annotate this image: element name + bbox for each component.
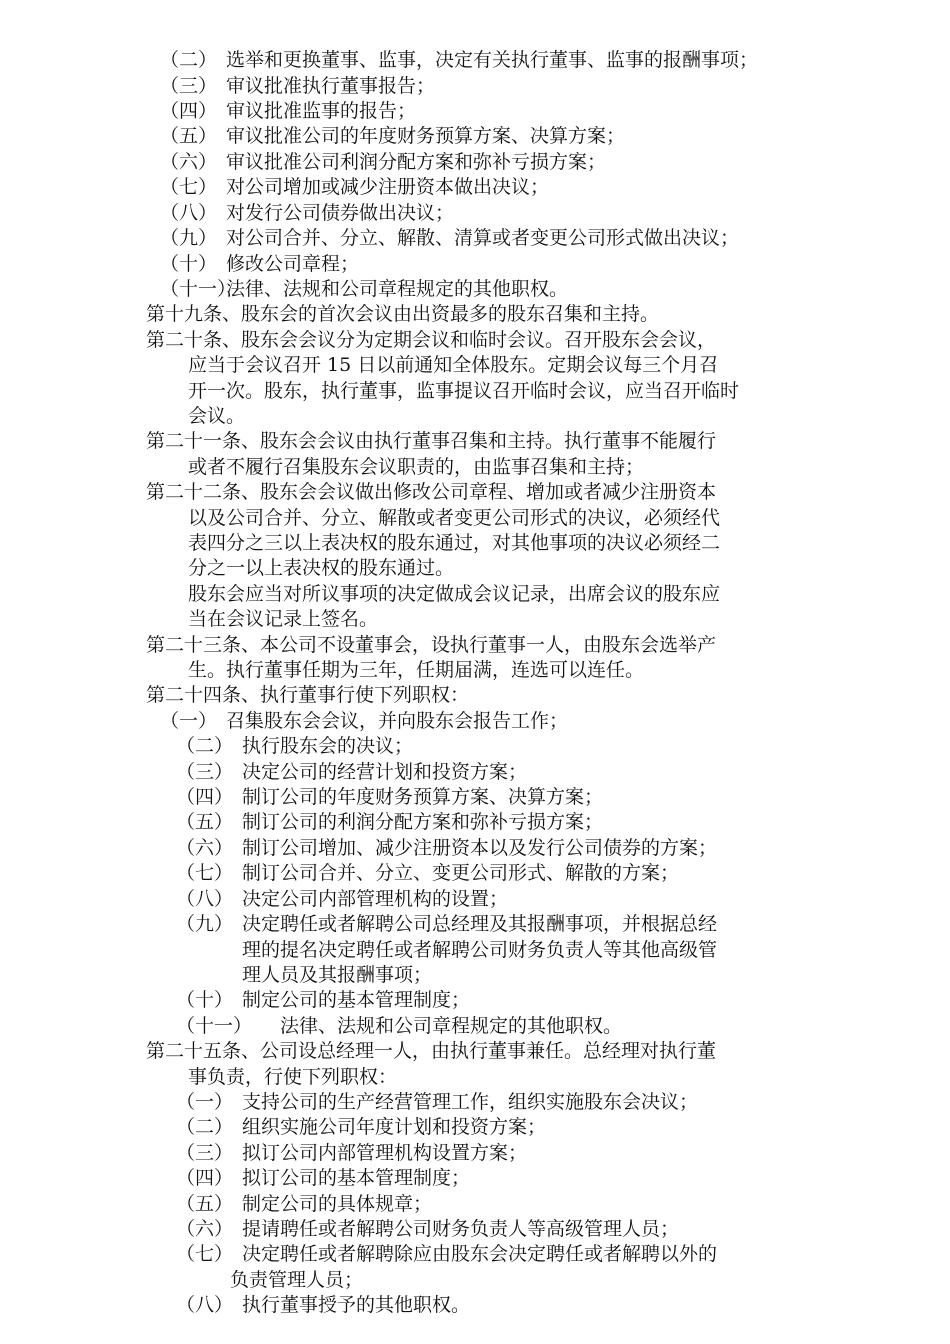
item-text: 修改公司章程； xyxy=(226,253,360,275)
item-text: 审议批准公司的年度财务预算方案、决算方案； xyxy=(226,125,626,147)
item-marker: （七） xyxy=(176,1243,234,1265)
list-item xyxy=(160,48,758,72)
article-22: 第二十二条、股东会会议做出修改公司章程、增加或者减少注册资本 xyxy=(146,481,717,503)
item-marker: （十一） xyxy=(160,278,237,300)
item-marker: （十一） xyxy=(176,1015,253,1037)
item-text: 选举和更换董事、监事，决定有关执行董事、监事的报酬事项； xyxy=(226,49,759,71)
item-text: 制定公司的具体规章； xyxy=(242,1193,433,1215)
item-marker: （五） xyxy=(176,811,234,833)
article-25-cont: 事负责，行使下列职权： xyxy=(188,1066,398,1088)
item-marker: （四） xyxy=(176,786,234,808)
list-item xyxy=(160,74,435,98)
item-text: 审议批准执行董事报告； xyxy=(226,75,436,97)
item-text: 支持公司的生产经营管理工作，组织实施股东会决议； xyxy=(242,1091,699,1113)
list-item xyxy=(176,760,527,784)
list-item xyxy=(176,785,603,809)
list-item xyxy=(160,99,416,123)
item-text: 决定聘任或者解聘公司总经理及其报酬事项，并根据总经 xyxy=(242,913,718,935)
article-23-cont: 生。执行董事任期为三年，任期届满，连选可以连任。 xyxy=(188,659,645,681)
item-text: 制订公司的利润分配方案和弥补亏损方案； xyxy=(242,811,604,833)
item-text: 拟订公司的基本管理制度； xyxy=(242,1167,471,1189)
list-item xyxy=(160,175,549,199)
list-item-cont: 负责管理人员； xyxy=(230,1269,364,1291)
article-22-cont: 分之一以上表决权的股东通过。 xyxy=(188,557,455,579)
list-item xyxy=(176,1192,432,1216)
list-item xyxy=(176,1141,527,1165)
item-marker: （三） xyxy=(176,761,234,783)
list-item xyxy=(160,277,568,301)
list-item xyxy=(176,1115,546,1139)
item-text: 审议批准公司利润分配方案和弥补亏损方案； xyxy=(226,151,607,173)
list-item xyxy=(160,201,454,225)
item-marker: （五） xyxy=(160,125,218,147)
list-item xyxy=(176,836,717,860)
item-marker: （九） xyxy=(176,913,234,935)
list-item xyxy=(176,1242,717,1266)
item-marker: （三） xyxy=(176,1142,234,1164)
item-text: 召集股东会会议，并向股东会报告工作； xyxy=(226,710,569,732)
item-text: 对发行公司债券做出决议； xyxy=(226,202,455,224)
item-marker: （二） xyxy=(176,735,234,757)
item-marker: （九） xyxy=(160,227,218,249)
item-marker: （六） xyxy=(160,151,218,173)
article-22-para: 股东会应当对所议事项的决定做成会议记录，出席会议的股东应 xyxy=(188,583,721,605)
list-item xyxy=(176,912,717,936)
article-22-cont: 表四分之三以上表决权的股东通过，对其他事项的决议必须经二 xyxy=(188,532,721,554)
article-21: 第二十一条、股东会会议由执行董事召集和主持。执行董事不能履行 xyxy=(146,430,717,452)
article-25: 第二十五条、公司设总经理一人，由执行董事兼任。总经理对执行董 xyxy=(146,1040,717,1062)
list-item xyxy=(176,861,679,885)
item-text: 拟订公司内部管理机构设置方案； xyxy=(242,1142,528,1164)
item-marker: （七） xyxy=(160,176,218,198)
list-item xyxy=(160,124,625,148)
list-item xyxy=(176,1217,679,1241)
list-item xyxy=(176,1014,622,1038)
item-text: 提请聘任或者解聘公司财务负责人等高级管理人员； xyxy=(242,1218,680,1240)
item-marker: （五） xyxy=(176,1193,234,1215)
item-text: 制订公司的年度财务预算方案、决算方案； xyxy=(242,786,604,808)
item-text: 对公司增加或减少注册资本做出决议； xyxy=(226,176,550,198)
item-text: 法律、法规和公司章程规定的其他职权。 xyxy=(280,1015,623,1037)
list-item-cont: 理的提名决定聘任或者解聘公司财务负责人等其他高级管 xyxy=(242,939,718,961)
item-marker: （三） xyxy=(160,75,218,97)
item-text: 决定公司的经营计划和投资方案； xyxy=(242,761,528,783)
item-marker: （四） xyxy=(160,100,218,122)
item-text: 组织实施公司年度计划和投资方案； xyxy=(242,1116,547,1138)
item-text: 制定公司的基本管理制度； xyxy=(242,989,471,1011)
item-marker: （二） xyxy=(176,1116,234,1138)
item-text: 对公司合并、分立、解散、清算或者变更公司形式做出决议； xyxy=(226,227,740,249)
item-text: 法律、法规和公司章程规定的其他职权。 xyxy=(226,278,569,300)
article-20-cont: 开一次。股东，执行董事，监事提议召开临时会议，应当召开临时 xyxy=(188,380,740,402)
item-text: 审议批准监事的报告； xyxy=(226,100,417,122)
item-marker: （六） xyxy=(176,1218,234,1240)
item-marker: （八） xyxy=(176,888,234,910)
item-marker: （二） xyxy=(160,49,218,71)
list-item xyxy=(176,1090,698,1114)
article-21-cont: 或者不履行召集股东会议职责的，由监事召集和主持； xyxy=(188,456,645,478)
item-text: 执行董事授予的其他职权。 xyxy=(242,1294,471,1316)
list-item xyxy=(176,1166,470,1190)
article-20-cont: 应当于会议召开 15 日以前通知全体股东。定期会议每三个月召 xyxy=(188,354,719,376)
list-item xyxy=(160,226,739,250)
item-marker: （一） xyxy=(176,1091,234,1113)
item-text: 制订公司增加、减少注册资本以及发行公司债券的方案； xyxy=(242,837,718,859)
item-marker: （一） xyxy=(160,710,218,732)
list-item-cont: 理人员及其报酬事项； xyxy=(242,964,433,986)
article-22-cont: 以及公司合并、分立、解散或者变更公司形式的决议，必须经代 xyxy=(188,507,721,529)
list-item xyxy=(160,150,606,174)
item-marker: （十） xyxy=(176,989,234,1011)
list-item xyxy=(176,734,413,758)
item-text: 执行股东会的决议； xyxy=(242,735,414,757)
item-text: 决定聘任或者解聘除应由股东会决定聘任或者解聘以外的 xyxy=(242,1243,718,1265)
item-text: 制订公司合并、分立、变更公司形式、解散的方案； xyxy=(242,862,680,884)
article-24: 第二十四条、执行董事行使下列职权： xyxy=(146,684,470,706)
item-marker: （八） xyxy=(176,1294,234,1316)
item-marker: （四） xyxy=(176,1167,234,1189)
list-item xyxy=(176,1293,470,1317)
article-19: 第十九条、股东会的首次会议由出资最多的股东召集和主持。 xyxy=(146,303,660,325)
item-marker: （六） xyxy=(176,837,234,859)
list-item xyxy=(176,810,603,834)
list-item xyxy=(160,252,359,276)
article-20-cont: 会议。 xyxy=(188,405,246,427)
list-item xyxy=(176,887,508,911)
item-marker: （七） xyxy=(176,862,234,884)
article-20: 第二十条、股东会会议分为定期会议和临时会议。召开股东会会议， xyxy=(146,329,717,351)
list-item xyxy=(176,988,470,1012)
item-text: 决定公司内部管理机构的设置； xyxy=(242,888,509,910)
item-marker: （八） xyxy=(160,202,218,224)
article-22-para-cont: 当在会议记录上签名。 xyxy=(188,608,379,630)
item-marker: （十） xyxy=(160,253,218,275)
list-item xyxy=(160,709,568,733)
article-23: 第二十三条、本公司不设董事会，设执行董事一人，由股东会选举产 xyxy=(146,634,717,656)
